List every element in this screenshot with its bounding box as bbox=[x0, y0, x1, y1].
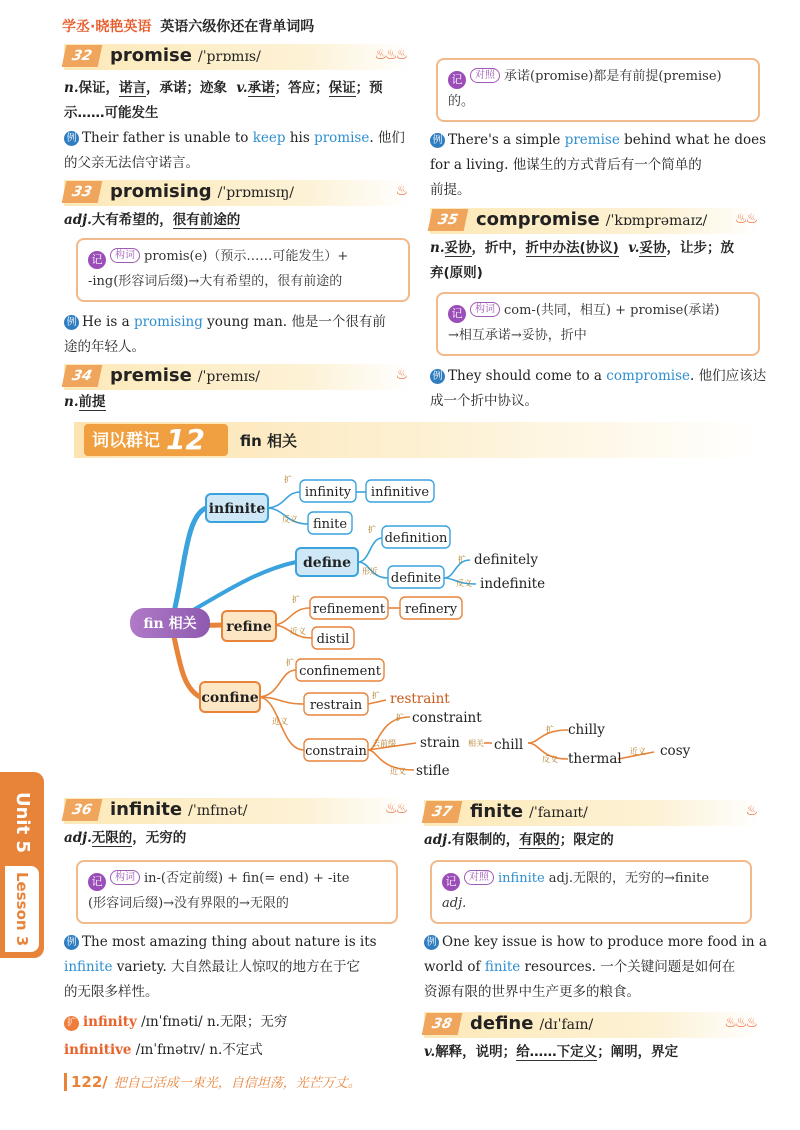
example-premise: 例 There's a simple premise behind what he does for a living. 他谋生的方式背后有一个简单的 前提。 bbox=[430, 132, 767, 198]
page-header bbox=[62, 16, 314, 36]
mind-map-relation-label: 扩 bbox=[458, 555, 466, 564]
headword: premise bbox=[110, 365, 192, 386]
frequency-flame-icon: ♨♨♨ bbox=[724, 1015, 756, 1031]
tip-icon: 记 bbox=[448, 305, 466, 323]
mind-map-label-refine: refine bbox=[226, 619, 272, 635]
headword: infinite bbox=[110, 799, 183, 820]
word-number: 38 bbox=[422, 1013, 463, 1035]
mind-map-relation-label: 反义 bbox=[456, 579, 472, 588]
banner-subtitle: fin 相关 bbox=[240, 432, 298, 450]
mind-map-label-definite: definite bbox=[390, 571, 442, 586]
mind-map-word-definitely: definitely bbox=[474, 552, 539, 568]
word-heading-promise bbox=[64, 44, 410, 70]
frequency-flame-icon: ♨♨ bbox=[734, 211, 756, 227]
mind-map-word-thermal: thermal bbox=[568, 751, 622, 767]
tip-icon: 记 bbox=[88, 873, 106, 891]
word-heading-infinite bbox=[64, 798, 410, 824]
mind-map-root-label: fin 相关 bbox=[143, 616, 197, 632]
example-promising: 例 He is a promising young man. 他是一个很有前 途的年轻人。 bbox=[64, 314, 386, 355]
mind-map-relation-label: 扩 bbox=[546, 725, 554, 734]
frequency-flame-icon: ♨ bbox=[745, 803, 756, 819]
mind-map-relation-label: 形近 bbox=[362, 567, 378, 576]
footer-quote: 把自己活成一束光，自信坦荡，光芒万丈。 bbox=[113, 1076, 361, 1091]
headword: define bbox=[470, 1013, 534, 1034]
word-number: 36 bbox=[62, 799, 103, 821]
phonetic: /ˈfaɪnaɪt/ bbox=[529, 805, 588, 821]
headword: finite bbox=[470, 801, 524, 822]
word-formation-box-compromise: 记 构词 com-(共同，相互) + promise(承诺) →相互承诺→妥协，折中 bbox=[436, 292, 760, 356]
book-title: 英语六级你还在背单词吗 bbox=[160, 19, 315, 35]
mind-map-word-stifle: stifle bbox=[416, 763, 450, 779]
page-number: 122/ bbox=[64, 1073, 108, 1091]
headword: promising bbox=[110, 181, 212, 202]
mind-map-word-strain: strain bbox=[420, 735, 460, 751]
box-tag: 对照 bbox=[470, 68, 500, 83]
mind-map-relation-label: 扩 bbox=[396, 713, 404, 722]
word-heading-compromise bbox=[430, 208, 760, 234]
box-tag: 构词 bbox=[110, 870, 140, 885]
frequency-flame-icon: ♨♨♨ bbox=[374, 47, 406, 63]
fin-mind-map bbox=[0, 462, 800, 782]
mind-map-word-restraint: restraint bbox=[390, 691, 450, 707]
mind-map-relation-label: 反义 bbox=[542, 755, 558, 764]
word-number: 37 bbox=[422, 801, 463, 823]
mind-map-label-confine: confine bbox=[201, 690, 259, 706]
mind-map-label-refinery: refinery bbox=[404, 602, 458, 617]
mind-map-label-finite: finite bbox=[312, 517, 348, 532]
extension-icon: 扩 bbox=[64, 1016, 79, 1031]
mind-map-word-chill: chill bbox=[494, 737, 524, 753]
frequency-flame-icon: ♨♨ bbox=[384, 801, 406, 817]
definition-promising: adj.大有希望的，很有前途的 bbox=[64, 212, 241, 228]
banner-label: 词以群记 12 bbox=[84, 424, 228, 456]
example-finite: 例 One key issue is how to produce more food in a world of finite resources. 一个关键问题是如何在 资源有限的世界中生产更多的粮食。 bbox=[424, 934, 767, 1000]
mind-map-label-restrain: restrain bbox=[309, 698, 363, 713]
mind-map-relation-label: 近义 bbox=[630, 747, 646, 756]
unit-label: Unit 5 bbox=[12, 791, 33, 853]
example-icon: 例 bbox=[64, 131, 79, 146]
page-footer bbox=[64, 1072, 361, 1091]
mind-map-label-definition: definition bbox=[384, 531, 448, 546]
headword: promise bbox=[110, 45, 192, 66]
example-infinite: 例 The most amazing thing about nature is its infinite variety. 大自然最让人惊叹的地方在于它 的无限多样性。 bbox=[64, 934, 377, 1000]
word-heading-premise bbox=[64, 364, 410, 390]
mind-map-relation-label: 反义 bbox=[282, 515, 298, 524]
phonetic: /ˈpremɪs/ bbox=[197, 369, 260, 385]
definition-finite: adj.有限制的，有限的；限定的 bbox=[424, 832, 614, 848]
box-tag: 构词 bbox=[110, 248, 140, 263]
example-icon: 例 bbox=[424, 935, 439, 950]
phonetic: /ˈkɒmprəmaɪz/ bbox=[605, 213, 708, 229]
definition-infinite: adj.无限的，无穷的 bbox=[64, 830, 187, 846]
headword: compromise bbox=[476, 209, 600, 230]
phonetic: /dɪˈfaɪn/ bbox=[539, 1017, 594, 1033]
example-promise: 例 Their father is unable to keep his promise. 他们 的父亲无法信守诺言。 bbox=[64, 130, 405, 171]
definition-define: v.解释，说明；给……下定义；阐明，界定 bbox=[424, 1044, 679, 1060]
mind-map-relation-label: 扩 bbox=[368, 525, 376, 534]
tip-icon: 记 bbox=[442, 873, 460, 891]
word-formation-box-infinite: 记 构词 in-(否定前缀) + fin(= end) + -ite (形容词后缀)→没有界限的→无限的 bbox=[76, 860, 398, 924]
mind-map-label-constrain: constrain bbox=[305, 744, 367, 759]
mind-map-label-infinite: infinite bbox=[208, 501, 266, 517]
box-tag: 构词 bbox=[470, 302, 500, 317]
mind-map-label-infinity: infinity bbox=[304, 485, 352, 500]
word-heading-promising bbox=[64, 180, 410, 206]
phonetic: /ˈɪnfɪnət/ bbox=[188, 803, 248, 819]
brand-name: 学丞·晓艳英语 bbox=[62, 19, 152, 35]
tip-icon: 记 bbox=[448, 71, 466, 89]
phonetic: /ˈprɒmɪs/ bbox=[197, 49, 261, 65]
mind-map-relation-label: 扩 bbox=[286, 658, 294, 667]
word-number: 32 bbox=[62, 45, 103, 67]
mind-map-relation-label: 扩 bbox=[372, 691, 380, 700]
derivative-infinity: 扩 infinity /ɪnˈfɪnəti/ n.无限；无穷 bbox=[64, 1010, 404, 1035]
example-icon: 例 bbox=[430, 369, 445, 384]
banner-number: 12 bbox=[166, 423, 205, 456]
phonetic: /ˈprɒmɪsɪŋ/ bbox=[217, 185, 294, 201]
mind-map-label-confinement: confinement bbox=[299, 664, 381, 679]
mind-map-relation-label: 近义 bbox=[272, 717, 288, 726]
mind-map-relation-label: 扩 bbox=[284, 475, 292, 484]
definition-compromise: n.妥协，折中，折中办法(协议) v.妥协，让步；放 弃(原则) bbox=[430, 240, 734, 281]
frequency-flame-icon: ♨ bbox=[395, 183, 406, 199]
example-icon: 例 bbox=[64, 315, 79, 330]
example-compromise: 例 They should come to a compromise. 他们应该达 成一个折中协议。 bbox=[430, 368, 767, 409]
example-icon: 例 bbox=[64, 935, 79, 950]
lesson-label: Lesson 3 bbox=[5, 866, 39, 952]
derivative-infinitive: infinitive /ɪnˈfɪnətɪv/ n.不定式 bbox=[64, 1042, 263, 1058]
mind-map-relation-label: 相关 bbox=[468, 739, 484, 748]
tip-icon: 记 bbox=[88, 251, 106, 269]
mind-map-label-refinement: refinement bbox=[312, 602, 386, 617]
definition-promise: n.保证，诺言，承诺；迹象 v.承诺；答应；保证；预 示……可能发生 bbox=[64, 80, 383, 121]
word-heading-finite bbox=[424, 800, 760, 826]
contrast-box-premise: 记 对照 承诺(promise)都是有前提(premise) 的。 bbox=[436, 58, 760, 122]
mind-map-word-indefinite: indefinite bbox=[480, 576, 546, 592]
mind-map-relation-label: 去前缀 bbox=[372, 739, 396, 748]
word-number: 34 bbox=[62, 365, 103, 387]
mind-map-relation-label: 扩 bbox=[292, 595, 300, 604]
mind-map-word-constraint: constraint bbox=[412, 710, 482, 726]
box-tag: 对照 bbox=[464, 870, 494, 885]
mind-map-label-define: define bbox=[303, 555, 351, 571]
mind-map-word-cosy: cosy bbox=[660, 743, 691, 759]
mind-map-word-chilly: chilly bbox=[568, 722, 605, 738]
mind-map-label-distil: distil bbox=[316, 632, 350, 647]
word-formation-box-promising: 记 构词 promis(e)（预示……可能发生）+ -ing(形容词后缀)→大有希望的，很有前途的 bbox=[76, 238, 410, 302]
word-group-banner bbox=[74, 422, 758, 458]
word-number: 33 bbox=[62, 181, 103, 203]
contrast-box-finite: 记 对照 infinite adj.无限的，无穷的→finite adj. bbox=[430, 860, 752, 924]
definition-premise: n.前提 bbox=[64, 394, 106, 410]
mind-map-relation-label: 近义 bbox=[390, 767, 406, 776]
frequency-flame-icon: ♨ bbox=[395, 367, 406, 383]
example-icon: 例 bbox=[430, 133, 445, 148]
unit-lesson-tab bbox=[0, 772, 44, 958]
word-heading-define bbox=[424, 1012, 760, 1038]
mind-map-label-infinitive: infinitive bbox=[370, 485, 430, 500]
word-number: 35 bbox=[428, 209, 469, 231]
mind-map-relation-label: 近义 bbox=[290, 627, 306, 636]
